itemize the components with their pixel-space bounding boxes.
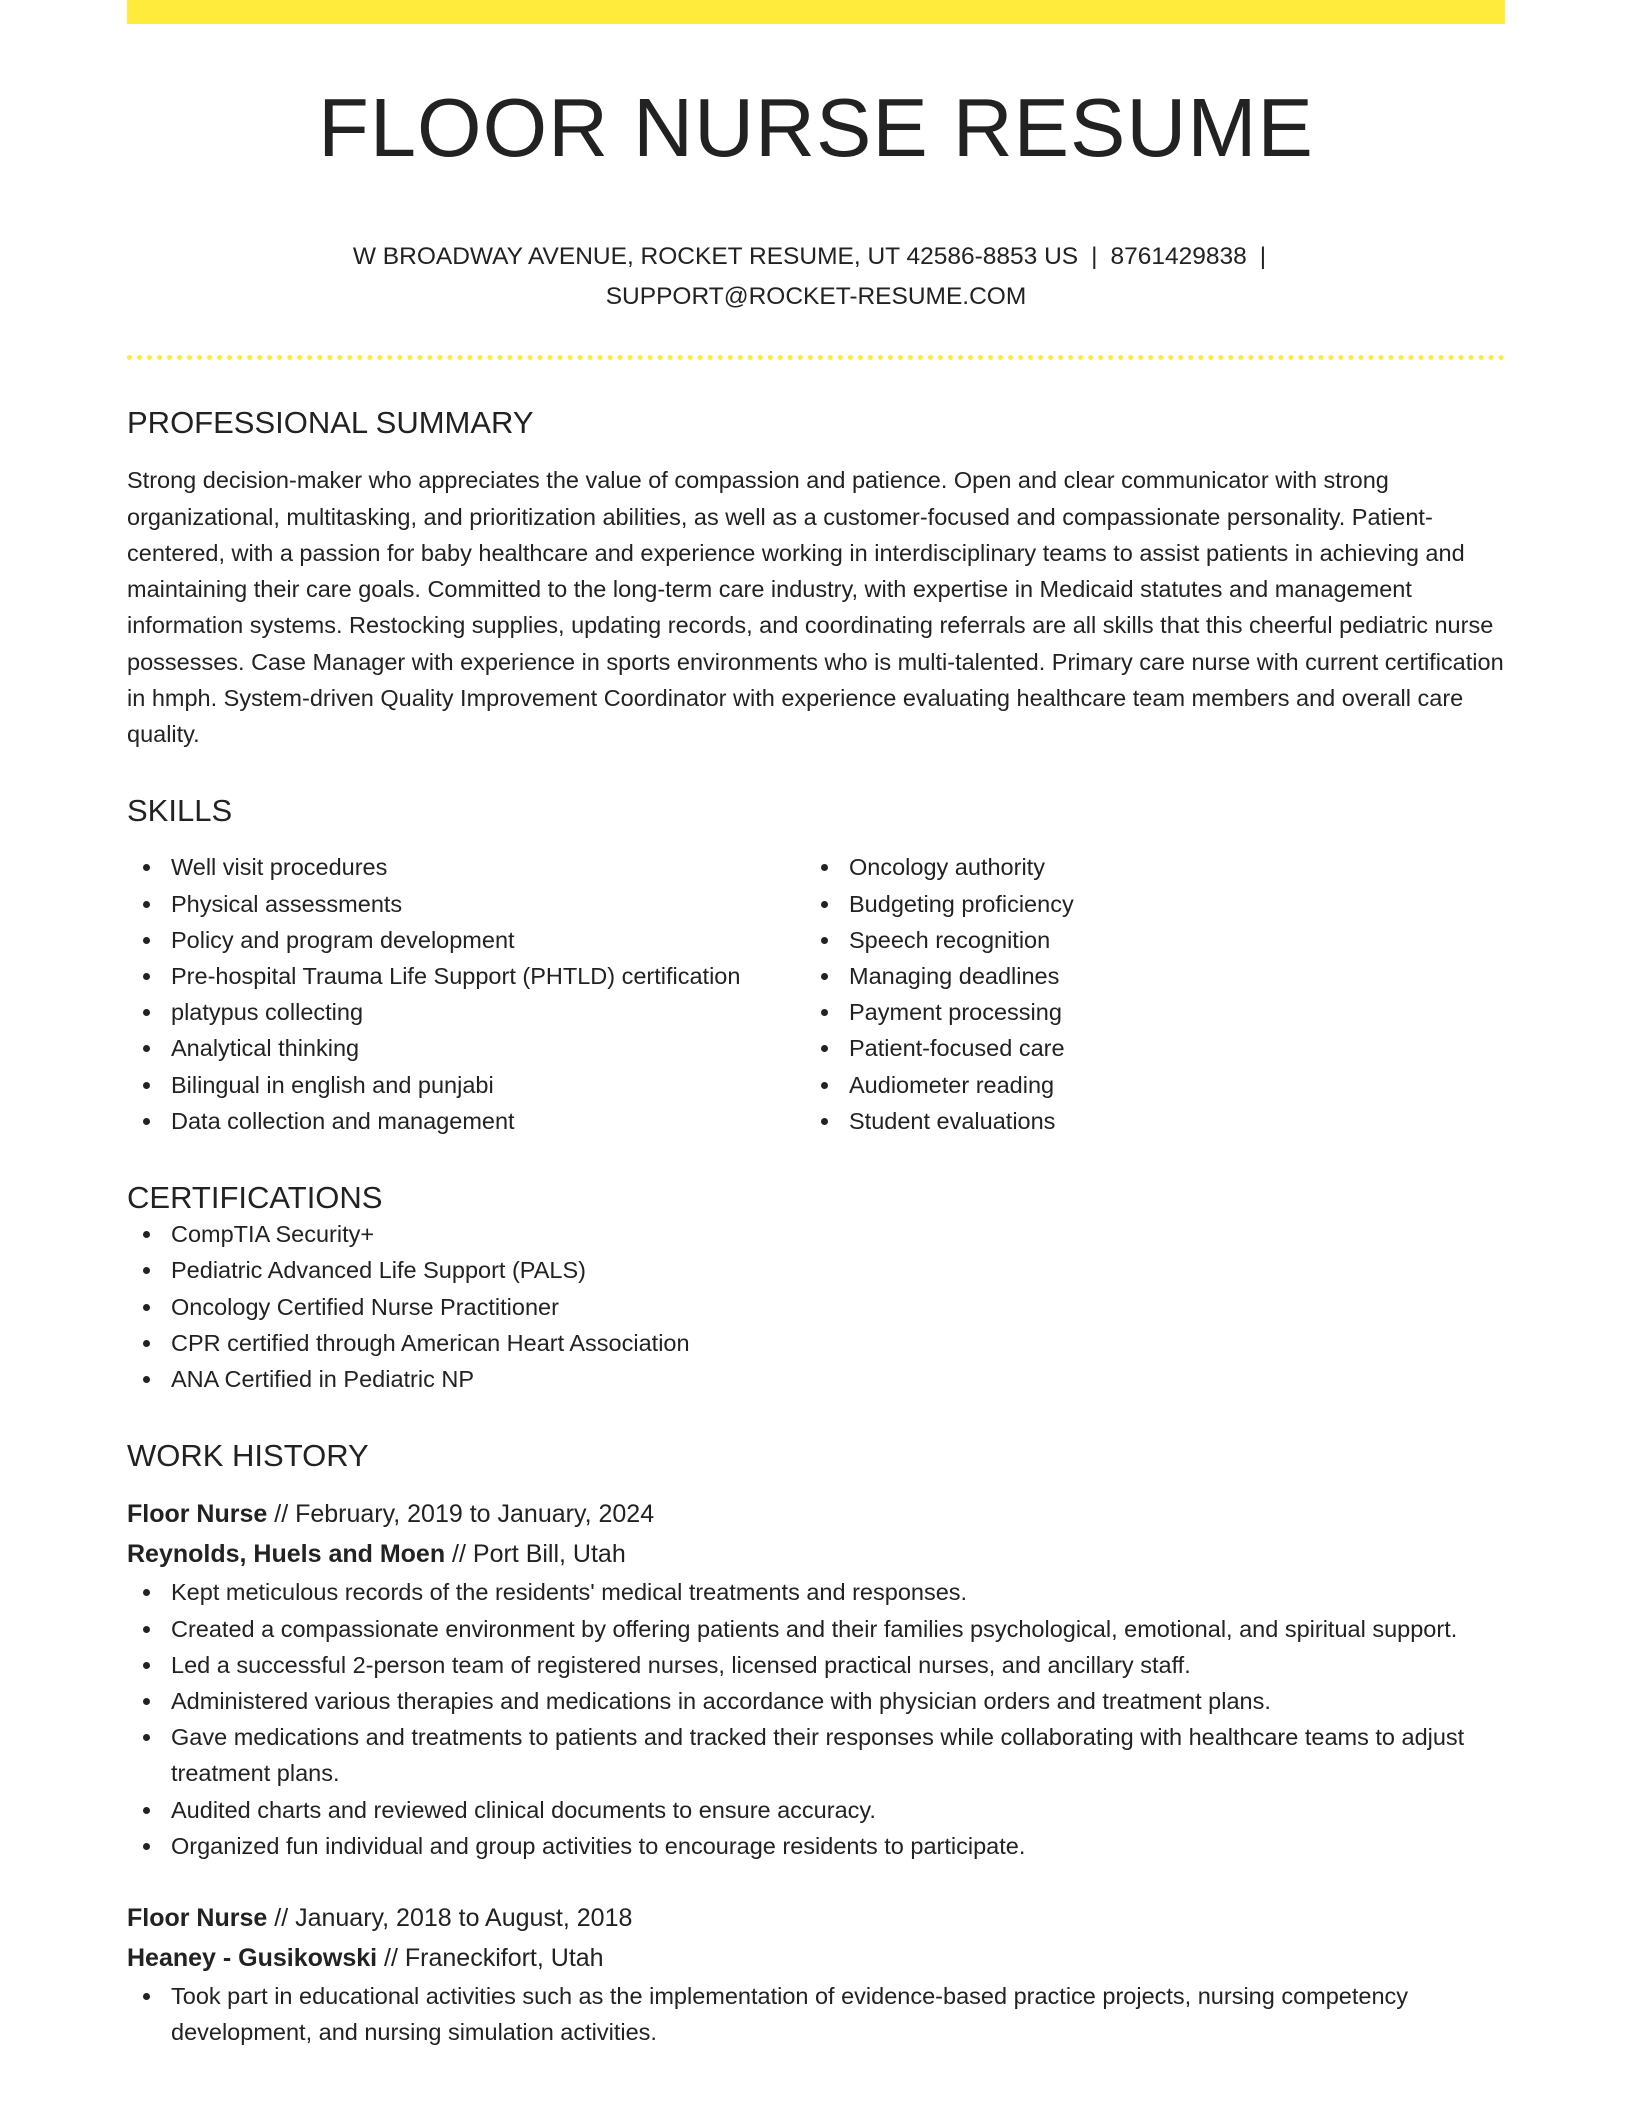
skill-item: Budgeting proficiency <box>805 886 1485 922</box>
skills-columns <box>127 849 1505 1139</box>
contact-email: SUPPORT@ROCKET-RESUME.COM <box>605 283 1027 311</box>
job-duty: Created a compassionate environment by offering patients and their families psychological, emotional, and spiritual support. <box>127 1611 1505 1647</box>
accent-top-bar <box>127 0 1505 24</box>
skill-item: Patient-focused care <box>805 1030 1485 1066</box>
contact-info <box>127 237 1505 317</box>
job-duty: Organized fun individual and group activities to encourage residents to participate. <box>127 1828 1505 1864</box>
job-company: Reynolds, Huels and Moen <box>127 1540 446 1569</box>
skill-item: Analytical thinking <box>127 1030 805 1066</box>
skill-item: Speech recognition <box>805 922 1485 958</box>
job-duty: Administered various therapies and medications in accordance with physician orders and treatment plans. <box>127 1683 1505 1719</box>
skill-item: Bilingual in english and punjabi <box>127 1067 805 1103</box>
job-duties-list <box>127 1574 1505 1864</box>
job-duties-list <box>127 1978 1505 2050</box>
skill-item: Payment processing <box>805 994 1485 1030</box>
contact-line-2 <box>127 277 1505 317</box>
skills-list-left <box>127 849 805 1139</box>
skill-item: Policy and program development <box>127 922 805 958</box>
certification-item: CompTIA Security+ <box>127 1216 1505 1252</box>
job-dates: // January, 2018 to August, 2018 <box>267 1903 633 1932</box>
skill-item: Audiometer reading <box>805 1067 1485 1103</box>
skill-item: Pre-hospital Trauma Life Support (PHTLD) certification <box>127 958 805 994</box>
certifications-list <box>127 1216 1505 1397</box>
skill-item: Data collection and management <box>127 1103 805 1139</box>
job-title: Floor Nurse <box>127 1903 268 1932</box>
summary-heading: PROFESSIONAL SUMMARY <box>127 405 534 441</box>
work-history-heading: WORK HISTORY <box>127 1438 369 1474</box>
skills-heading: SKILLS <box>127 793 233 829</box>
job-dates: // February, 2019 to January, 2024 <box>267 1500 655 1529</box>
dotted-divider <box>127 355 1505 360</box>
certification-item: CPR certified through American Heart Association <box>127 1325 1505 1361</box>
contact-phone: 8761429838 <box>1110 243 1247 271</box>
skill-item: Student evaluations <box>805 1103 1485 1139</box>
contact-line-1 <box>127 237 1505 277</box>
certification-item: Pediatric Advanced Life Support (PALS) <box>127 1252 1505 1288</box>
contact-separator: | <box>1259 243 1267 271</box>
job-entry <box>127 1898 1505 2050</box>
certifications-heading: CERTIFICATIONS <box>127 1179 383 1215</box>
job-location: // Port Bill, Utah <box>445 1540 626 1569</box>
summary-text: Strong decision-maker who appreciates the value of compassion and patience. Open and clear communicator with strong organizational, multitasking, and prioritization abilities, as well as a customer-focused and compassionate personality. Patient-centered, with a passion for baby healthcare and experience working in interdisciplinary teams to assist patients in achieving and maintaining their care goals. Committed to the long-term care industry, with expertise in Medicaid statutes and management information systems. Restocking supplies, updating records, and coordinating referrals are all skills that this cheerful pediatric nurse possesses. Case Manager with experience in sports environments who is multi-talented. Primary care nurse with current certification in hmph. System-driven Quality Improvement Coordinator with experience evaluating healthcare team members and overall care quality. <box>127 467 1504 747</box>
job-location: // Franeckifort, Utah <box>377 1943 604 1972</box>
job-duty: Kept meticulous records of the residents' medical treatments and responses. <box>127 1574 1505 1610</box>
certification-item: Oncology Certified Nurse Practitioner <box>127 1289 1505 1325</box>
skill-item: Well visit procedures <box>127 849 805 885</box>
job-duty: Audited charts and reviewed clinical documents to ensure accuracy. <box>127 1792 1505 1828</box>
job-duty: Gave medications and treatments to patients and tracked their responses while collaborating with healthcare teams to adjust treatment plans. <box>127 1719 1505 1791</box>
job-company-line <box>127 1534 1505 1574</box>
job-title: Floor Nurse <box>127 1500 268 1529</box>
contact-separator: | <box>1091 243 1098 271</box>
job-duty: Took part in educational activities such as the implementation of evidence-based practice projects, nursing competency development, and nursing simulation activities. <box>127 1978 1505 2050</box>
skills-list-right <box>805 849 1485 1139</box>
job-title-line <box>127 1898 1505 1938</box>
skill-item: Oncology authority <box>805 849 1485 885</box>
skill-item: platypus collecting <box>127 994 805 1030</box>
contact-address: W BROADWAY AVENUE, ROCKET RESUME, UT 42586-8853 US <box>352 243 1079 271</box>
skill-item: Physical assessments <box>127 886 805 922</box>
job-company: Heaney - Gusikowski <box>127 1943 378 1972</box>
job-title-line <box>127 1494 1505 1534</box>
resume-page <box>127 0 1505 2050</box>
job-duty: Led a successful 2-person team of registered nurses, licensed practical nurses, and ancillary staff. <box>127 1647 1505 1683</box>
certification-item: ANA Certified in Pediatric NP <box>127 1361 1505 1397</box>
skill-item: Managing deadlines <box>805 958 1485 994</box>
resume-title: FLOOR NURSE RESUME <box>318 81 1314 174</box>
job-company-line <box>127 1938 1505 1978</box>
job-entry <box>127 1494 1505 1864</box>
